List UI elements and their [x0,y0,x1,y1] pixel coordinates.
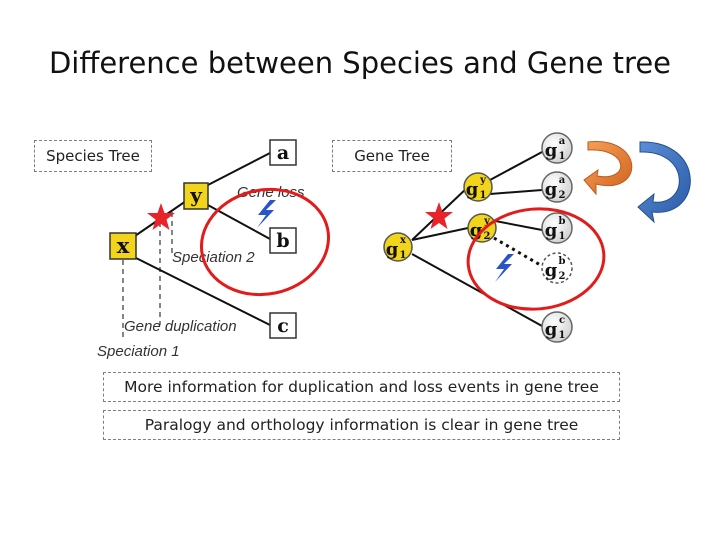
species-node-x-label: x [116,233,130,258]
branch-x-c [132,256,270,325]
species-leaf-c [270,313,296,338]
branch-gy1-ga1 [490,152,542,180]
species-leaf-a [270,140,296,165]
gene-leaf-gc1-base: g [544,319,558,340]
gene-leaf-ga2-base: g [544,179,558,200]
gene-node-gx-base: g [385,239,399,260]
species-tree-label-box: Species Tree [34,140,152,172]
gene-loss-lightning-icon [257,200,276,228]
branch-gy2-ga2 [490,220,542,230]
orange-curved-arrow-icon [584,142,632,194]
gene-node-gy1-sub: 1 [479,190,487,201]
gene-leaf-gb1 [542,213,572,243]
gene-leaf-gc1 [542,312,572,342]
gene-node-gy2-base: g [469,220,483,241]
gene-node-gy1-sup: y [480,175,486,186]
gene-node-gx-sup: x [400,235,406,246]
gene-leaf-gb2-base: g [544,260,558,281]
gene-leaf-gb1-sup: b [558,216,566,227]
gene-node-gy1-base: g [465,179,479,200]
gene-leaf-gb1-sub: 1 [558,231,566,242]
slide-title: Difference between Species and Gene tree [48,46,672,80]
species-leaf-a-label: a [276,142,290,164]
gene-node-gy2 [468,214,496,242]
gene-node-gy2-sup: y [484,216,490,227]
gene-leaf-ga2-sup: a [558,175,566,186]
species-tree [97,140,338,360]
gene-leaf-ga1-sub: 1 [558,151,566,162]
gene-tree-label-box: Gene Tree [332,140,452,172]
blue-curved-arrow-icon [638,142,690,222]
gene-node-gy2-sub: 2 [483,231,491,242]
gene-node-gx [384,233,412,261]
species-leaf-b-label: b [276,230,290,252]
species-node-y [184,183,208,209]
gene-leaf-ga1-sup: a [558,136,566,147]
gene-leaf-ga2-sub: 2 [558,190,566,201]
gene-leaf-ga1-base: g [544,140,558,161]
gene-leaf-ga1 [542,133,572,163]
note-duplication-loss: More information for duplication and loss events in gene tree [103,372,620,402]
speciation-1-label: Speciation 1 [97,343,180,360]
branch-gx-gy2 [412,228,468,240]
branch-gx-gc1 [412,254,542,326]
gene-duplication-label: Gene duplication [124,318,237,335]
gene-loss-lightning-icon-gene-tree [495,254,514,282]
gene-leaf-gb2-sub: 2 [558,271,566,282]
branch-y-b [206,204,270,239]
species-node-x [110,233,136,259]
branch-y-a [206,153,270,186]
species-leaf-c-label: c [277,315,289,337]
branch-gy1-gb1 [490,190,542,194]
gene-node-gy1 [464,173,492,201]
species-node-y-label: y [190,183,202,207]
gene-loss-label: Gene loss [237,184,305,201]
branch-gy2-gb2-lost [494,238,542,266]
gene-leaf-gb1-base: g [544,220,558,241]
note-paralogy-orthology: Paralogy and orthology information is clear in gene tree [103,410,620,440]
gene-node-gx-sub: 1 [399,250,407,261]
gene-leaf-gb2-lost [542,253,572,283]
speciation-2-label: Speciation 2 [172,249,255,266]
gene-leaf-gc1-sub: 1 [558,330,566,341]
gene-leaf-gc1-sup: c [558,315,566,326]
gene-leaf-ga2 [542,172,572,202]
species-leaf-b [270,228,296,253]
gene-leaf-gb2-sup: b [558,256,566,267]
